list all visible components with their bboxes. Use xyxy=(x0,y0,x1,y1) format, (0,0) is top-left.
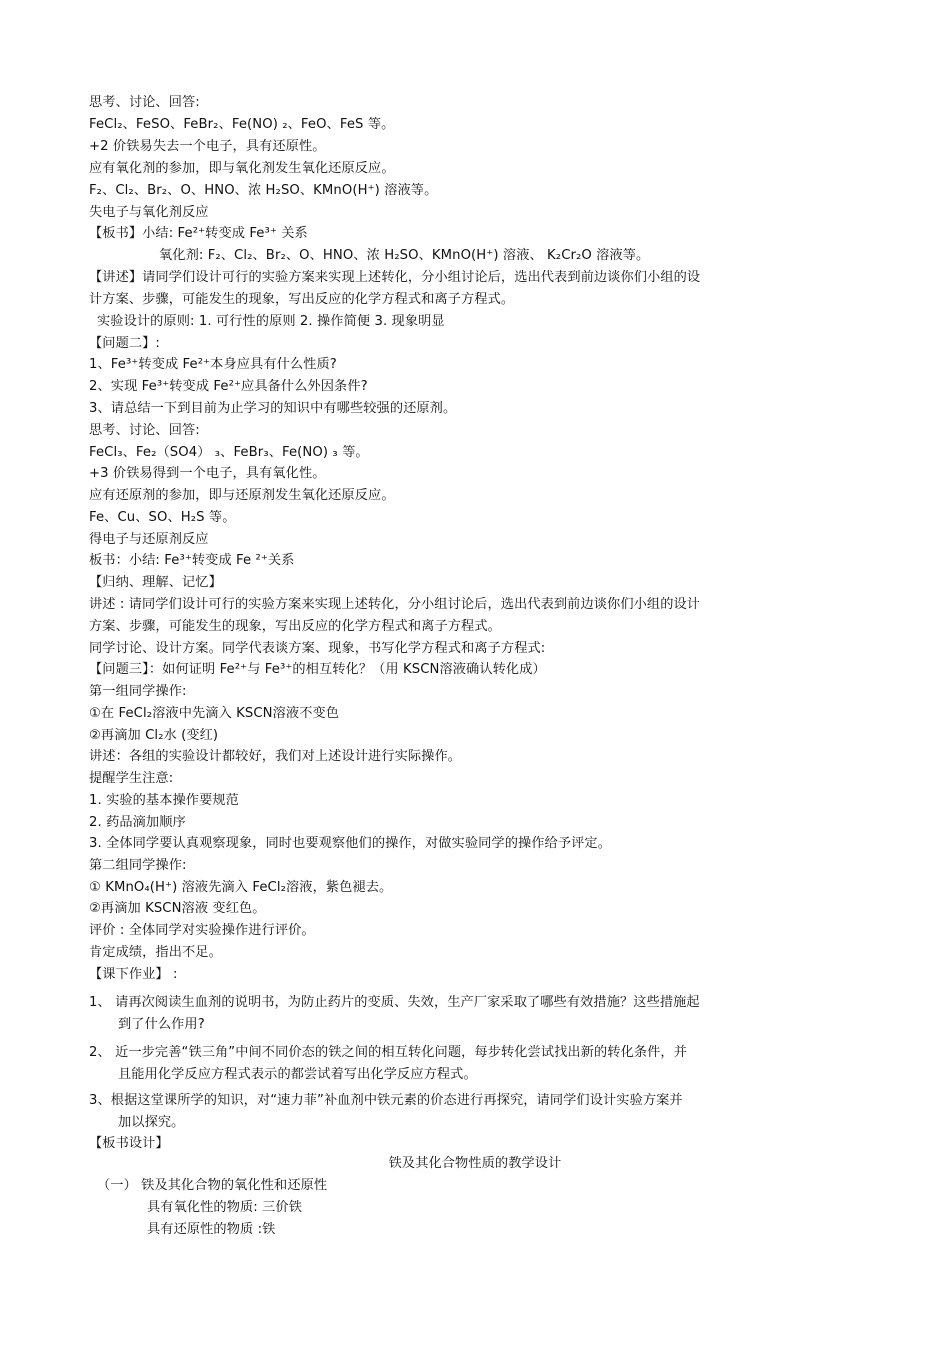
text-line: +2 价铁易失去一个电子，具有还原性。 xyxy=(89,139,326,154)
text-line: 1. 实验的基本操作要规范 xyxy=(89,793,239,808)
text-line: 具有氧化性的物质: 三价铁 xyxy=(147,1200,302,1215)
text-line: 1、 请再次阅读生血剂的说明书，为防止药片的变质、失效，生产厂家采取了哪些有效措施？这些措施起 xyxy=(89,995,700,1010)
text-line: 具有还原性的物质 :铁 xyxy=(147,1222,276,1237)
text-line: F₂、Cl₂、Br₂、O、HNO、浓 H₂SO、KMnO(H⁺) 溶液等。 xyxy=(89,183,438,198)
text-line: 3、根据这堂课所学的知识，对“速力菲”补血剂中铁元素的价态进行再探究，请同学们设计实验方案并 xyxy=(89,1093,683,1108)
text-line: 1、Fe³⁺转变成 Fe²⁺本身应具有什么性质? xyxy=(89,357,337,372)
text-line: ①在 FeCl₂溶液中先滴入 KSCN溶液不变色 xyxy=(89,706,340,721)
text-line: ① KMnO₄(H⁺) 溶液先滴入 FeCl₂溶液，紫色褪去。 xyxy=(89,880,393,895)
text-line: 2、 近一步完善“铁三角”中间不同价态的铁之间的相互转化问题，每步转化尝试找出新的转化条件，并 xyxy=(89,1045,688,1060)
text-line: 第一组同学操作: xyxy=(89,684,187,699)
text-line: 【课下作业】 : xyxy=(89,967,178,982)
text-line: 计方案、步骤，可能发生的现象，写出反应的化学方程式和离子方程式。 xyxy=(89,292,515,307)
text-line: （一） 铁及其化合物的氧化性和还原性 xyxy=(97,1178,328,1193)
text-line: 讲述：各组的实验设计都较好，我们对上述设计进行实际操作。 xyxy=(89,749,462,764)
text-line: 实验设计的原则: 1. 可行性的原则 2. 操作简便 3. 现象明显 xyxy=(97,314,445,329)
text-line: 3. 全体同学要认真观察现象，同时也要观察他们的操作，对做实验同学的操作给予评定。 xyxy=(89,836,611,851)
text-line: 得电子与还原剂反应 xyxy=(89,532,209,547)
text-line: 方案、步骤，可能发生的现象，写出反应的化学方程式和离子方程式。 xyxy=(89,619,501,634)
text-line: 应有还原剂的参加，即与还原剂发生氧化还原反应。 xyxy=(89,488,395,503)
text-line: 到了什么作用? xyxy=(118,1017,205,1032)
text-line: 【板书设计】 xyxy=(89,1136,169,1151)
text-line: 提醒学生注意: xyxy=(89,771,174,786)
text-line: ②再滴加 KSCN溶液 变红色。 xyxy=(89,901,266,916)
text-line: 讲述 : 请同学们设计可行的实验方案来实现上述转化，分小组讨论后，选出代表到前边谈你们小组的设计 xyxy=(89,597,701,612)
text-line: 【归纳、理解、记忆】 xyxy=(89,575,222,590)
section-title: 铁及其化合物性质的教学设计 xyxy=(388,1156,562,1171)
text-line: 【问题二】: xyxy=(89,336,160,351)
text-line: 且能用化学反应方程式表示的都尝试着写出化学反应方程式。 xyxy=(118,1067,477,1082)
text-line: 2. 药品滴加顺序 xyxy=(89,815,186,830)
text-line: 加以探究。 xyxy=(118,1115,185,1130)
text-line: 评价 : 全体同学对实验操作进行评价。 xyxy=(89,923,315,938)
text-line: 应有氧化剂的参加，即与氧化剂发生氧化还原反应。 xyxy=(89,161,395,176)
text-line: 思考、讨论、回答: xyxy=(89,423,200,438)
text-line: 失电子与氧化剂反应 xyxy=(89,205,209,220)
text-line: 板书：小结: Fe³⁺转变成 Fe ²⁺关系 xyxy=(89,553,295,568)
text-line: FeCl₃、Fe₂（SO4） ₃、FeBr₃、Fe(NO) ₃ 等。 xyxy=(89,445,369,460)
text-line: 【讲述】请同学们设计可行的实验方案来实现上述转化，分小组讨论后，选出代表到前边谈你们小组的设 xyxy=(89,270,701,285)
text-line: +3 价铁易得到一个电子，具有氧化性。 xyxy=(89,466,326,481)
text-line: 氧化剂: F₂、Cl₂、Br₂、O、HNO、浓 H₂SO、KMnO(H⁺) 溶液、 K₂Cr₂O 溶液等。 xyxy=(159,248,650,263)
text-line: 第二组同学操作: xyxy=(89,858,187,873)
text-line: 【问题三】：如何证明 Fe²⁺与 Fe³⁺的相互转化？（用 KSCN溶液确认转化成） xyxy=(89,662,546,677)
text-line: ②再滴加 Cl₂水 (变红) xyxy=(89,728,219,743)
text-line: 思考、讨论、回答: xyxy=(89,95,200,110)
text-line: 同学讨论、设计方案。同学代表谈方案、现象，书写化学方程式和离子方程式: xyxy=(89,641,546,656)
text-line: 【板书】小结: Fe²⁺转变成 Fe³⁺ 关系 xyxy=(89,226,308,241)
text-line: FeCl₂、FeSO、FeBr₂、Fe(NO) ₂、FeO、FeS 等。 xyxy=(89,117,395,132)
text-line: Fe、Cu、SO、H₂S 等。 xyxy=(89,510,236,525)
text-line: 3、请总结一下到目前为止学习的知识中有哪些较强的还原剂。 xyxy=(89,401,457,416)
text-line: 2、实现 Fe³⁺转变成 Fe²⁺应具备什么外因条件? xyxy=(89,379,368,394)
text-line: 肯定成绩，指出不足。 xyxy=(89,945,222,960)
